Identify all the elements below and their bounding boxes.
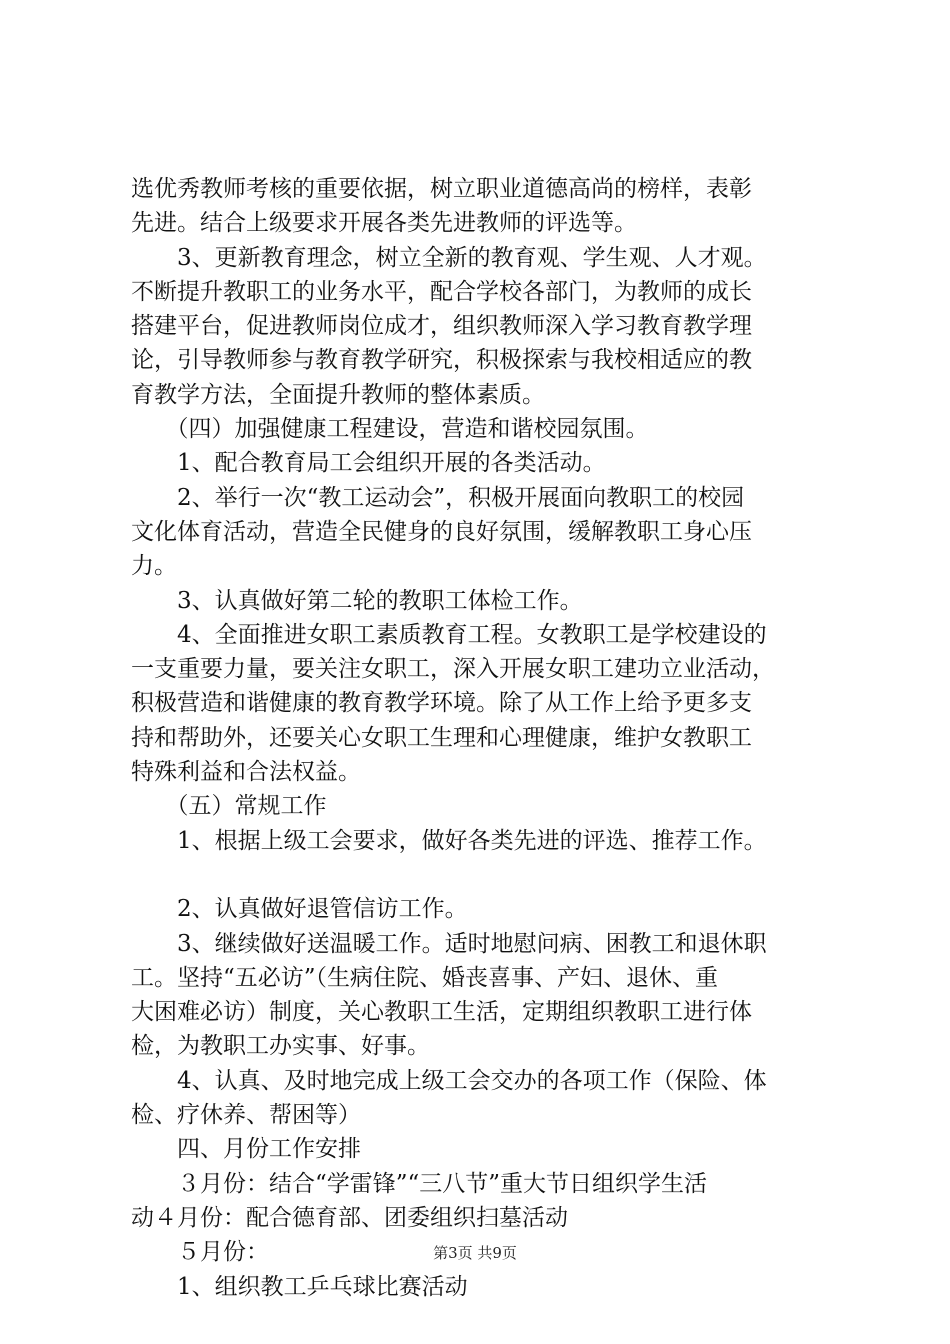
text-line: 一支重要力量，要关注女职工，深入开展女职工建功立业活动， <box>131 656 775 683</box>
text-line: 论，引导教师参与教育教学研究，积极探索与我校相适应的教 <box>131 347 752 374</box>
text-line: 育教学方法，全面提升教师的整体素质。 <box>131 381 545 408</box>
text-line: 动４月份：配合德育部、团委组织扫墓活动 <box>131 1204 568 1231</box>
text-line: 积极营造和谐健康的教育教学环境。除了从工作上给予更多支 <box>131 690 752 717</box>
text-line: 3、更新教育理念，树立全新的教育观、学生观、人才观。 <box>131 244 767 271</box>
text-line: 检，为教职工办实事、好事。 <box>131 1033 430 1060</box>
text-line: 力。 <box>131 553 177 580</box>
text-line <box>131 858 831 892</box>
text-line: 文化体育活动，营造全民健身的良好氛围，缓解教职工身心压 <box>131 518 752 545</box>
text-line: 4、认真、及时地完成上级工会交办的各项工作（保险、体 <box>131 1067 767 1094</box>
text-line: 选优秀教师考核的重要依据，树立职业道德高尚的榜样，表彰 <box>131 176 752 202</box>
text-line: （五）常规工作 <box>131 793 327 820</box>
text-line: 4、全面推进女职工素质教育工程。女教职工是学校建设的 <box>131 621 767 648</box>
text-line: 1、配合教育局工会组织开展的各类活动。 <box>131 450 606 477</box>
text-line: （四）加强健康工程建设，营造和谐校园氛围。 <box>131 416 649 443</box>
text-line: ５月份： <box>131 1239 269 1266</box>
document-body <box>131 172 831 1304</box>
page-footer: 第3页 共9页 <box>433 1244 517 1262</box>
text-line: 检、疗休养、帮困等） <box>131 1102 361 1129</box>
text-line: 不断提升教职工的业务水平，配合学校各部门，为教师的成长 <box>131 278 752 305</box>
text-line: 搭建平台，促进教师岗位成才，组织教师深入学习教育教学理 <box>131 313 752 340</box>
text-line: 特殊利益和合法权益。 <box>131 759 361 786</box>
text-line: 先进。结合上级要求开展各类先进教师的评选等。 <box>131 210 637 237</box>
text-line: 3、继续做好送温暖工作。适时地慰问病、困教工和退休职 <box>131 930 767 957</box>
text-line: 2、认真做好退管信访工作。 <box>131 896 468 923</box>
text-line: ３月份：结合“学雷锋”“三八节”重大节日组织学生活 <box>131 1170 708 1197</box>
text-line: 持和帮助外，还要关心女职工生理和心理健康，维护女教职工 <box>131 724 752 751</box>
text-line: 工。坚持“五必访”（生病住院、婚丧喜事、产妇、退休、重 <box>131 964 719 991</box>
text-line: 1、组织教工乒乓球比赛活动 <box>131 1273 468 1300</box>
text-line: 大困难必访）制度，关心教职工生活，定期组织教职工进行体 <box>131 999 752 1026</box>
text-line: 1、根据上级工会要求，做好各类先进的评选、推荐工作。 <box>131 827 767 854</box>
text-line: 四、月份工作安排 <box>131 1136 361 1163</box>
text-line: 2、举行一次“教工运动会”，积极开展面向教职工的校园 <box>131 484 745 511</box>
text-line: 3、认真做好第二轮的教职工体检工作。 <box>131 587 583 614</box>
